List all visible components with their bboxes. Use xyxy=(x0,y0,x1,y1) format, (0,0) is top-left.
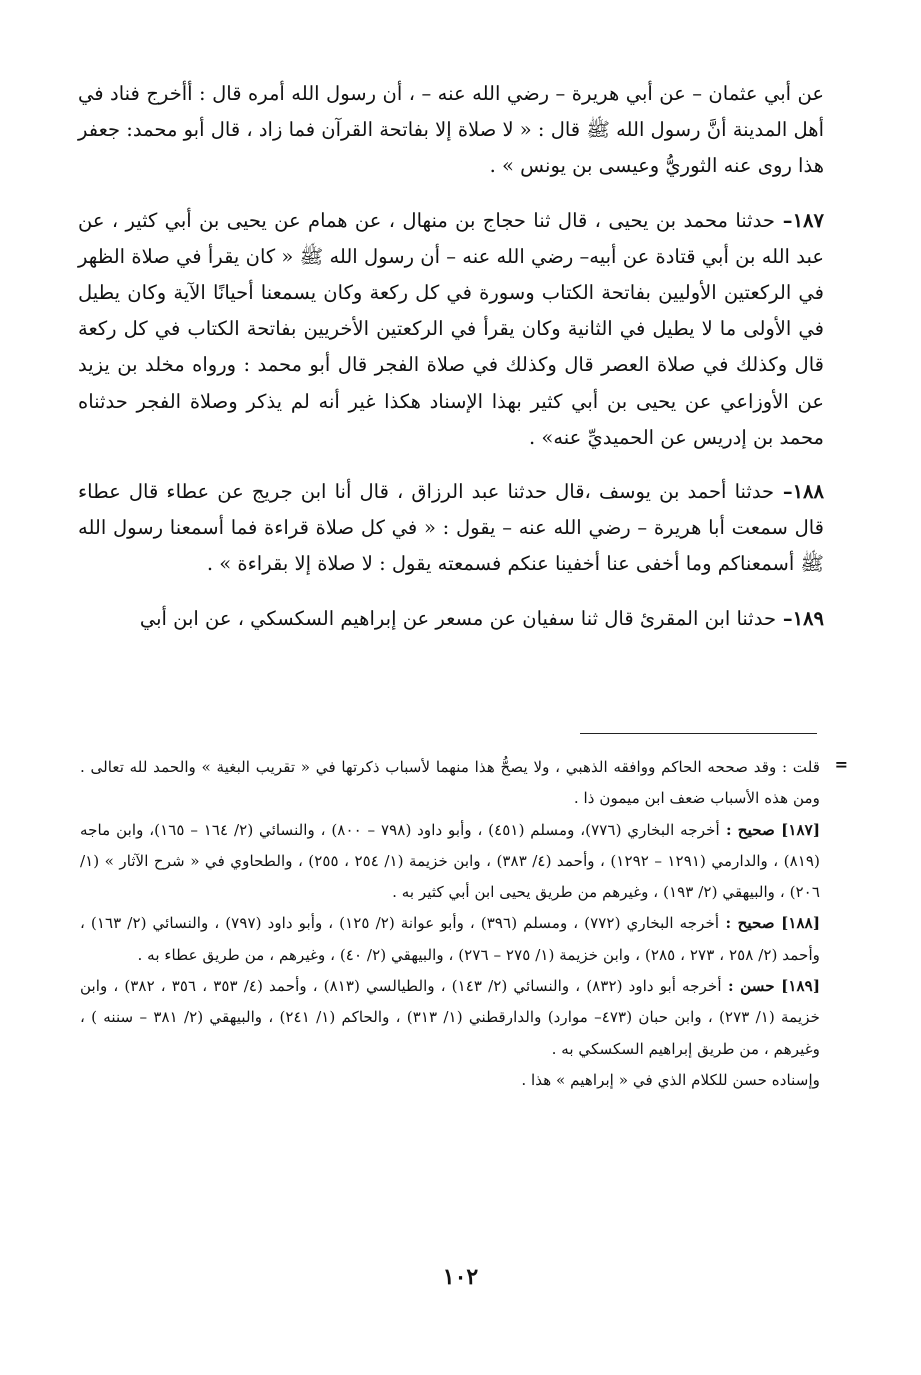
hadith-189 xyxy=(78,601,824,637)
continuation-mark: = xyxy=(834,755,848,774)
hadith-text-188: حدثنا أحمد بن يوسف ،قال حدثنا عبد الرزاق ، قال أنا ابن جريج عن عطاء قال عطاء قال سمعت أبا هريرة – رضي الله عنه – يقول : « في كل صلاة قراءة فما أسمعنا رسول الله ﷺ أسمعناكم وما أخفى عنا أخفينا عنكم فسمعته يقول : لا صلاة إلا بقراءة » . xyxy=(78,480,824,576)
main-text-block xyxy=(78,76,824,637)
footnote-divider xyxy=(580,733,817,734)
hadith-number-189: ١٨٩– xyxy=(776,606,824,630)
footnotes-block xyxy=(80,752,820,1096)
hadith-text-187: حدثنا محمد بن يحيى ، قال ثنا حجاج بن منهال ، عن همام عن يحيى بن أبي كثير ، عن عبد الله بن أبي قتادة عن أبيه– رضي الله عنه – أن رسول الله ﷺ « كان يقرأ في صلاة الظهر في الركعتين الأوليين بفاتحة الكتاب وسورة في كل ركعة وكان يسمعنا أحيانًا الآية وكان يطيل في الأولى ما لا يطيل في الثانية وكان يقرأ في الركعتين الأخريين بفاتحة الكتاب في كل ركعة قال وكذلك في صلاة العصر قال وكذلك في صلاة الفجر قال أبو محمد : ورواه مخلد بن يزيد عن الأوزاعي عن يحيى بن أبي كثير بهذا الإسناد هكذا غير أنه لم يذكر وصلاة الفجر حدثناه محمد بن إدريس عن الحميديِّ عنه» . xyxy=(78,208,824,449)
page-number: ١٠٢ xyxy=(442,1264,479,1290)
hadith-number-188: ١٨٨– xyxy=(774,480,824,504)
paragraph-intro: عن أبي عثمان – عن أبي هريرة – رضي الله عنه – ، أن رسول الله أمره قال : أأخرج فناد في أهل المدينة أنَّ رسول الله ﷺ قال : « لا صلاة إلا بفاتحة القرآن فما زاد ، قال أبو محمد: جعفر هذا روى عنه الثوريُّ وعيسى بن يونس » . xyxy=(78,82,824,178)
footnote-188 xyxy=(80,908,820,971)
footnote-187 xyxy=(80,815,820,909)
footnote-label-188: [١٨٨] صحيح : xyxy=(719,914,821,933)
hadith-187 xyxy=(78,203,824,456)
hadith-188 xyxy=(78,474,824,583)
footnote-final: وإسناده حسن للكلام الذي في « إبراهيم » هذا . xyxy=(521,1070,820,1089)
hadith-text-189: حدثنا ابن المقرئ قال ثنا سفيان عن مسعر عن إبراهيم السكسكي ، عن ابن أبي xyxy=(139,606,777,630)
footnote-intro: قلت : وقد صححه الحاكم ووافقه الذهبي ، ولا يصحُّ هذا منهما لأسباب ذكرتها في « تقريب البغية » والحمد لله تعالى . ومن هذه الأسباب ضعف ابن ميمون ذا . xyxy=(80,758,820,808)
footnote-text-187: أخرجه البخاري (٧٧٦)، ومسلم (٤٥١) ، وأبو داود (٧٩٨ – ٨٠٠) ، والنسائي (٢/ ١٦٤ – ١٦٥)، وابن ماجه (٨١٩) ، والدارمي (١٢٩١ – ١٢٩٢) ، وأحمد (٤/ ٣٨٣) ، وابن خزيمة (١/ ٢٥٤ ، ٢٥٥) ، والطحاوي في « شرح الآثار » (١/ ٢٠٦) ، والبيهقي (٢/ ١٩٣) ، وغيرهم من طريق يحيى ابن أبي كثير به . xyxy=(80,820,820,902)
footnote-label-187: [١٨٧] صحيح : xyxy=(719,820,821,839)
footnote-text-188: أخرجه البخاري (٧٧٢) ، ومسلم (٣٩٦) ، وأبو عوانة (٢/ ١٢٥) ، وأبو داود (٧٩٧) ، والنسائي (٢/ ١٦٣) ، وأحمد (٢/ ٢٥٨ ، ٢٧٣ ، ٢٨٥) ، وابن خزيمة (١/ ٢٧٥ – ٢٧٦) ، والبيهقي (٢/ ٤٠) ، وغيرهم ، من طريق عطاء به . xyxy=(80,914,820,964)
footnote-label-189: [١٨٩] حسن : xyxy=(721,977,821,996)
footnote-189 xyxy=(80,971,820,1065)
footnote-text-189: أخرجه أبو داود (٨٣٢) ، والنسائي (٢/ ١٤٣) ، والطيالسي (٨١٣) ، وأحمد (٤/ ٣٥٣ ، ٣٥٦ ، ٣٨٢) ، وابن خزيمة (١/ ٢٧٣) ، وابن حبان (٤٧٣– موارد) والدارقطني (١/ ٣١٣) ، والحاكم (١/ ٢٤١) ، والبيهقي (٢/ ٣٨١ – سننه ) ، وغيرهم ، من طريق إبراهيم السكسكي به . xyxy=(80,977,820,1058)
hadith-number-187: ١٨٧– xyxy=(774,208,824,232)
